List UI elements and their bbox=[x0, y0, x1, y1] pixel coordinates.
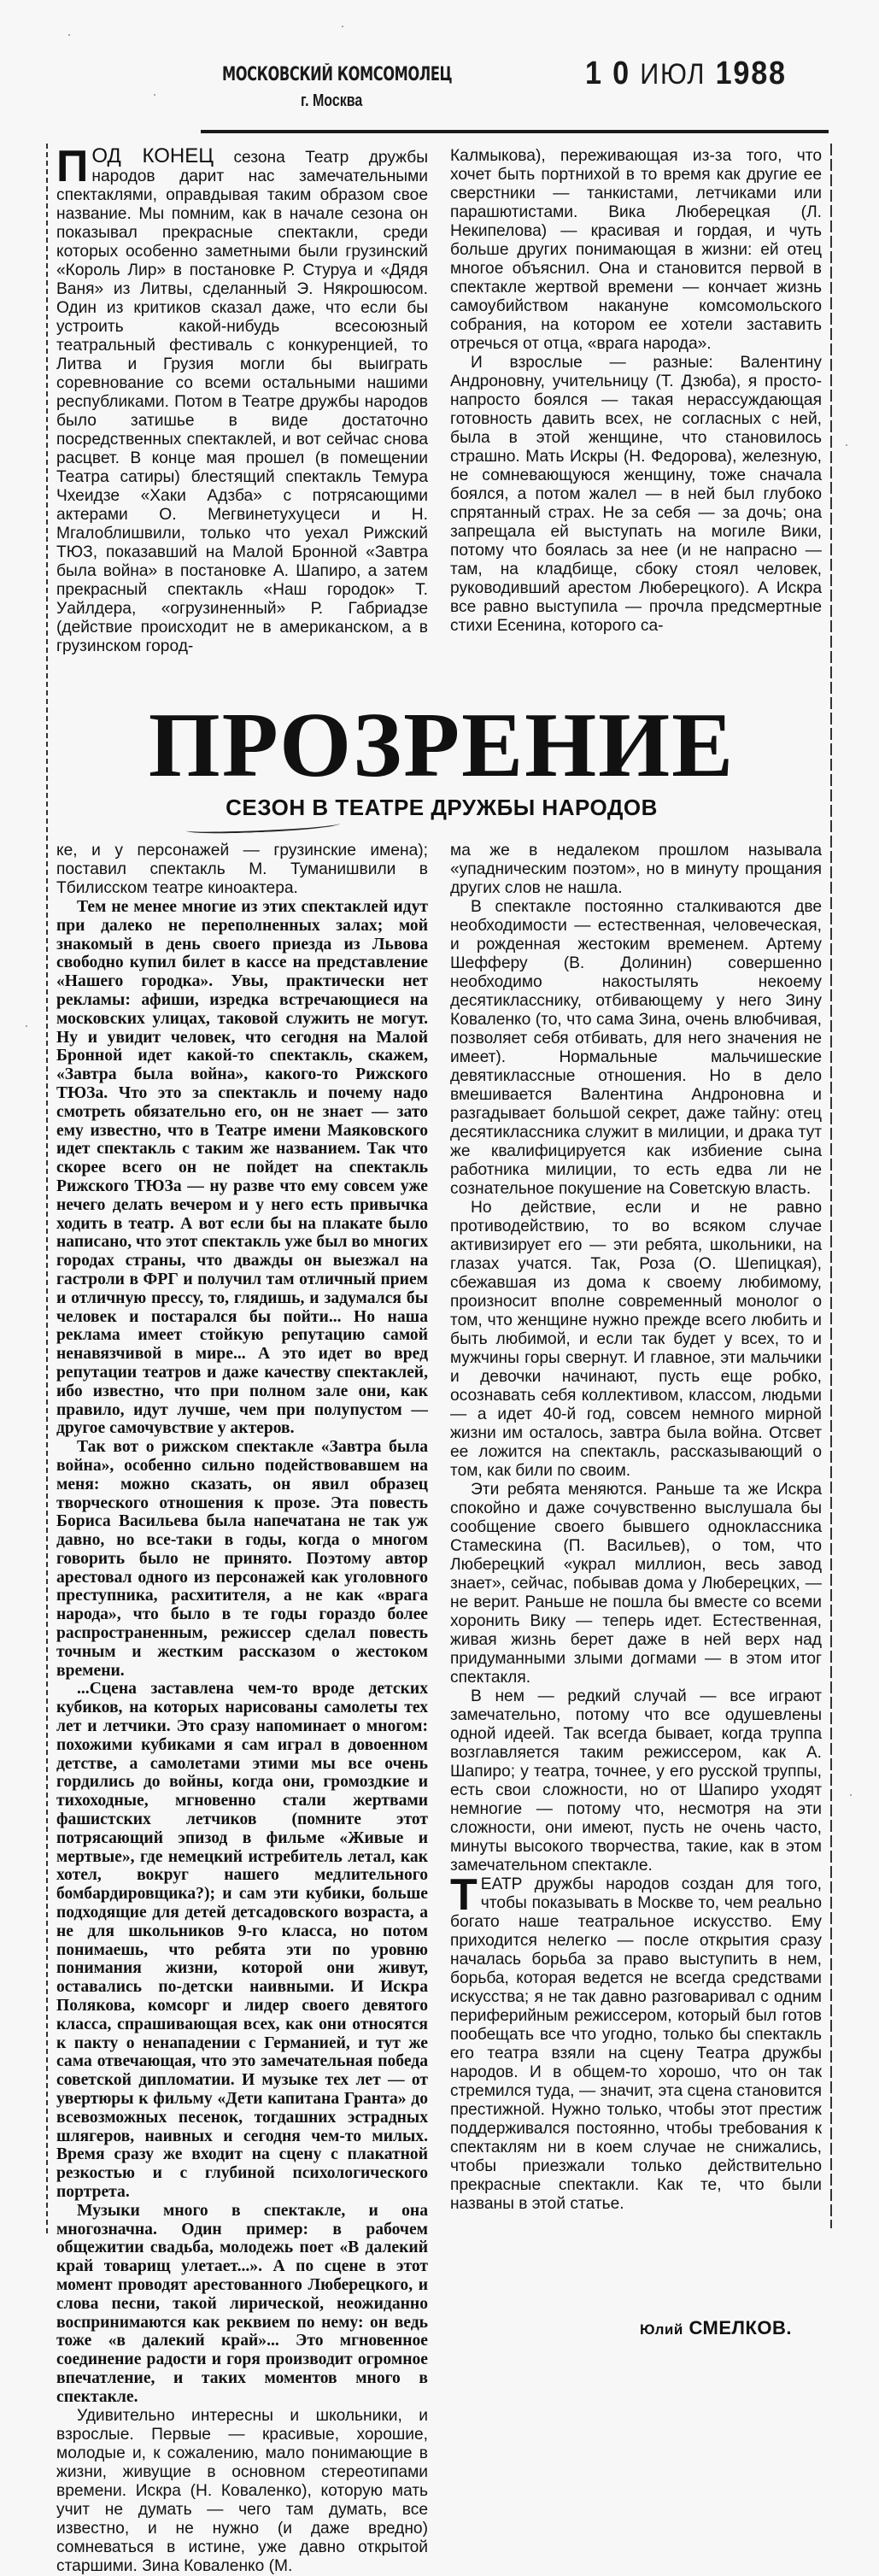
paragraph: В нем — редкий случай — все играют замечательно, потому что все одушевлены одной идеей. Так всегда бывает, когда труппа возглавляется таким режиссером, как А. Шапиро; у театра, точнее, у его русской труппы, есть свои сложности, но от Шапиро уходят немногие — потому что, несмотря на эти сложности, они имеют, пусть не очень часто, минуты высокого творчества, такие, как в этом замечательном спектакле. bbox=[450, 1687, 822, 1875]
scan-speck bbox=[846, 444, 847, 446]
author-first-name: Юлий bbox=[640, 2321, 683, 2338]
paragraph: Музыки много в спектакле, и она многозначна. Один пример: в рабочем общежитии свадьба, молодежь поет «В далекий край товарищ улетает...». А по сцене в этот момент проводят арестованного Люберецкого, и слова песни, такой лирической, неожиданно воспринимаются как реквием по нему: он ведь тоже «в далекий край»... Это мгновенное соединение радости и горя производит огромное впечатление, и таких моментов много в спектакле. bbox=[56, 2201, 428, 2406]
column-upper-right bbox=[450, 147, 822, 636]
article-headline: ПРОЗРЕНИЕ bbox=[148, 695, 735, 796]
closing-paragraph bbox=[450, 1870, 822, 2214]
paragraph-text: сезона Театр дружбы народов дарит нас замечательными спектаклями, оправдывая таким образом свое название. Мы помним, как в начале сезона он показывал прекрасные спектакли, среди которых особенно заметными были грузинский «Король Лир» в постановке Р. Стуруа и «Дядя Ваня» из Литвы, сделанный Э. Някрошюсом. Один из критиков сказал даже, что если бы устроить какой-нибудь всесоюзный театральный фестиваль с конкуренцией, то Литва и Грузия могли бы выиграть соревнование со всеми остальными нашими республиками. Потом в Театре дружбы народов было затишье в виде достаточно посредственных спектаклей, и вот сейчас снова расцвет. В конце мая прошел (в помещении Театра сатиры) блестящий спектакль Темура Чхеидзе «Хаки Адзба» с потрясающими актерами О. Мегвинетухуцеси и Н. Мгалоблишвили, только что уехал Рижский ТЮЗ, показавший на Малой Бронной «Завтра была война» в постановке А. Шапиро, а затем прекрасный спектакль «Наш городок» Т. Уайлдера, «огрузиненный» Р. Габриадзе (действие происходит не в американском, а в грузинском город- bbox=[56, 149, 428, 655]
frame-left-border bbox=[46, 144, 48, 2237]
drop-cap: Т bbox=[450, 1870, 478, 1920]
author-last-name: СМЕЛКОВ. bbox=[689, 2317, 793, 2338]
serif-insert bbox=[56, 898, 428, 2407]
date-stamp bbox=[585, 56, 787, 92]
byline bbox=[640, 2317, 792, 2339]
paragraph: ма же в недалеком прошлом называла «упадническим поэтом», но в минуту прощания других слов не нашла. bbox=[450, 842, 822, 897]
scan-speck bbox=[26, 1025, 27, 1027]
paragraph: Удивительно интересны и школьники, и взрослые. Первые — красивые, хорошие, молодые и, к сожалению, мало понимающие в жизни, живущие в основном стереотипами времени. Искра (Н. Коваленко), которую мать учит не думать — чего там думать, все известно, и не нужно (и даже вредно) сомневаться в истине, уже давно открытой старшими. Зина Коваленко (М. bbox=[56, 2406, 428, 2575]
drop-cap: П bbox=[56, 142, 89, 191]
paragraph: ке, и у персонажей — грузинские имена); поставил спектакль М. Туманишвили в Тбилисском театре киноактера. bbox=[56, 842, 428, 897]
paragraph: Калмыкова), переживающая из-за того, что хочет быть портнихой в то время как другие ее сверстники — танкистами, летчиками или парашютистами. Вика Люберецкая (Л. Некипелова) — красивая и гордая, и чуть больше других понимающая в жизни: ей отец многое объяснил. Она и становится первой в спектакле жертвой времени — кончает жизнь самоубийством накануне комсомольского собрания, на котором ее хотели заставить отречься от отца, «врага народа». bbox=[450, 147, 822, 353]
newspaper-name: МОСКОВСКИЙ КОМСОМОЛЕЦ bbox=[222, 64, 453, 85]
masthead bbox=[205, 56, 829, 132]
lead-caps: ОД КОНЕЦ bbox=[91, 144, 214, 167]
scan-speck bbox=[68, 34, 70, 36]
scan-speck bbox=[154, 94, 155, 96]
scan-speck bbox=[850, 1794, 852, 1796]
paragraph: ...Сцена заставлена чем-то вроде детских кубиков, на которых нарисованы самолеты тех лет и летчики. Это сразу напоминает о многом: похожими кубиками я сам играл в довоенном детстве, а самолетами этими мы все очень гордились до войны, когда они, громоздкие и тихоходные, мгновенно стали жертвами фашистских летчиков (помните этот потрясающий эпизод в фильме «Живые и мертвые», где немецкий истребитель летал, как хотел, вокруг нашего медлительного бомбардировщика?); и сам эти кубики, больше подходящие для детей детсадовского возраста, а не для школьников 9-го класса, но потом понимаешь, что ребята эти по уровню понимания жизни, которой они живут, оставались по-детски наивными. И Искра Полякова, комсорг и лидер своего девятого класса, спрашивающая всех, как они относятся к пакту о ненападении с Германией, и тут же сама отвечающая, что это замечательная победа советской дипломатии. И музыке тех лет — от увертюры к фильму «Дети капитана Гранта» до всевозможных песенок, тогдашних эстрадных шлягеров, наивных и сегодня чем-то милых. Время сразу же входит на сцену с плакатной резкостью и с глубиной психологического портрета. bbox=[56, 1680, 428, 2201]
column-lower-right bbox=[450, 842, 822, 2214]
paragraph: И взрослые — разные: Валентину Андроновну, учительницу (Т. Дзюба), я просто-напросто боялся — такая нерассуждающая готовность давить всех, не согласных с ней, была в этой женщине, что становилось страшно. Мать Искры (Н. Федорова), железную, не сомневающуюся женщину, тоже сначала боялся, а потом жалел — в ней был глубоко спрятанный страх. Не за себя — за дочь; она запрещала ей выступать на могиле Вики, потому что боялась за нее (и не напрасно — там, на кладбище, сбоку стоял человек, руководивший арестом Люберецкого). А Искра все равно выступила — прочла предсмертные стихи Есенина, которого са- bbox=[450, 354, 822, 635]
column-lower-left bbox=[56, 842, 428, 2576]
paragraph: Так вот о рижском спектакле «Завтра была война», особенно сильно подействовавшем на меня: можно сказать, он явил образец творческого отношения к прозе. Эта повесть Бориса Васильева была напечатана не так уж давно, но все-таки в годы, когда о многом говорить было не принято. Поэтому автор арестовал одного из персонажей как уголовного преступника, расхитителя, а не как «врага народа», что было в те годы гораздо более распространенным, режиссер сделал повесть точным и жестким рассказом о жестоком времени. bbox=[56, 1438, 428, 1680]
newspaper-city: г. Москва bbox=[301, 91, 363, 110]
paragraph: Тем не менее многие из этих спектаклей идут при далеко не переполненных залах; мой знакомый в день своего приезда из Львова свободно купил билет в кассе на представление «Нашего городка». Увы, практически нет рекламы: афиши, изредка встречающиеся на московских улицах, таковой служить не могут. Ну и увидит человек, что сегодня на Малой Бронной идет какой-то спектакль, скажем, «Завтра была война», какого-то Рижского ТЮЗа. Что это за спектакль и почему надо смотреть обязательно его, он не знает — зато ему известно, что в Театре имени Маяковского идет спектакль с таким же названием. Так что скорее всего он не пойдет на спектакль Рижского ТЮЗа — ну разве что ему совсем уже нечего делать вечером и у него есть привычка ходить в театр. А вот если бы на плакате было написано, что этот спектакль уже был во многих городах страны, что дважды он выезжал на гастроли в ФРГ и получил там отличный прием и отличную прессу, то, глядишь, и задумался бы человек и постарался бы пойти... Но наша реклама имеет стойкую репутацию самой ненавязчивой в мире... А это идет во вред репутации театров и даже качеству спектаклей, ибо известно, что при полном зале они, как правило, идут лучше, чем при полупустом — другое самочувствие у актеров. bbox=[56, 898, 428, 1438]
column-upper-left bbox=[56, 142, 428, 656]
date-month: ИЮЛ bbox=[640, 58, 706, 91]
paragraph: Но действие, если и не равно противодействию, то во всяком случае активизирует его — эти ребята, школьники, на глазах учатся. Так, Роза (О. Шепицкая), сбежавшая из дома к своему любимому, произносит вполне современный монолог о том, что женщине нужно прежде всего любить и быть любимой, и если так будет у всех, то и мужчины горы свернут. И главное, эти мальчики и девочки начинают, пусть еще робко, осознавать себя коллективом, классом, людьми — а идет 40-й год, совсем немного мирной жизни им осталось, завтра была война. Отсвет ее ложится на спектакль, рассказывающий о том, как били по своим. bbox=[450, 1199, 822, 1480]
date-day: 1 0 bbox=[585, 56, 630, 91]
lead-paragraph bbox=[56, 142, 428, 656]
scan-speck bbox=[342, 26, 343, 27]
lead-caps: ЕАТР bbox=[480, 1875, 523, 1893]
date-year: 1988 bbox=[715, 56, 787, 91]
paragraph: В спектакле постоянно сталкиваются две необходимости — естественная, человеческая, и рожденная жестоким временем. Артему Шефферу (В. Долинин) совершенно необходимо накостылять некоему десятикласснику, отбивающему у него Зину Коваленко (то, что сама Зина, очень влюбчивая, позволяет себя отбивать, для него значения не имеет). Нормальные мальчишеские девятиклассные отношения. Но в дело вмешивается Валентина Андроновна и разгадывает большой секрет, даже тайну: отец десятиклассника служит в милиции, и драка тут же квалифицируется как избиение сына работника милиции, то есть едва ли не сознательное покушение на Советскую власть. bbox=[450, 898, 822, 1198]
frame-right-border bbox=[830, 144, 832, 2228]
paragraph: Эти ребята меняются. Раньше та же Искра спокойно и даже сочувственно выслушала бы сообщение своего бывшего одноклассника Стамескина (П. Васильев), о том, что Люберецкий «украл миллион, весь завод знает», сейчас, побывав дома у Люберецких, — не верит. Раньше не пошла бы вместе со всеми хоронить Вику — теперь идет. Естественная, живая жизнь берет даже в ней верх над придуманными злыми догмами — в этом итог спектакля. bbox=[450, 1481, 822, 1687]
paragraph-text: дружбы народов создан для того, чтобы показывать в Москве то, чем реально богато наше театральное искусство. Ему приходится нелегко — после открытия сразу началась борьба за право выступить в нем, борьба, которая ведется не всегда средствами искусства; я не так давно разговаривал с одним периферийным режиссером, который был готов пообещать все что угодно, только бы спектакль его театра взяли на сцену Театра дружбы народов. И в общем-то хорошо, что он так стремился туда, — значит, эта сцена становится престижной. Нужно только, чтобы этот престиж поддерживался постоянно, чтобы требования к спектаклям ни в коем случае не снижались, чтобы приезжали только действительно прекрасные спектакли. Как те, что были названы в этой статье. bbox=[450, 1875, 822, 2213]
article-subheadline: СЕЗОН В ТЕАТРЕ ДРУЖБЫ НАРОДОВ bbox=[226, 795, 658, 820]
masthead-rule bbox=[201, 130, 829, 133]
